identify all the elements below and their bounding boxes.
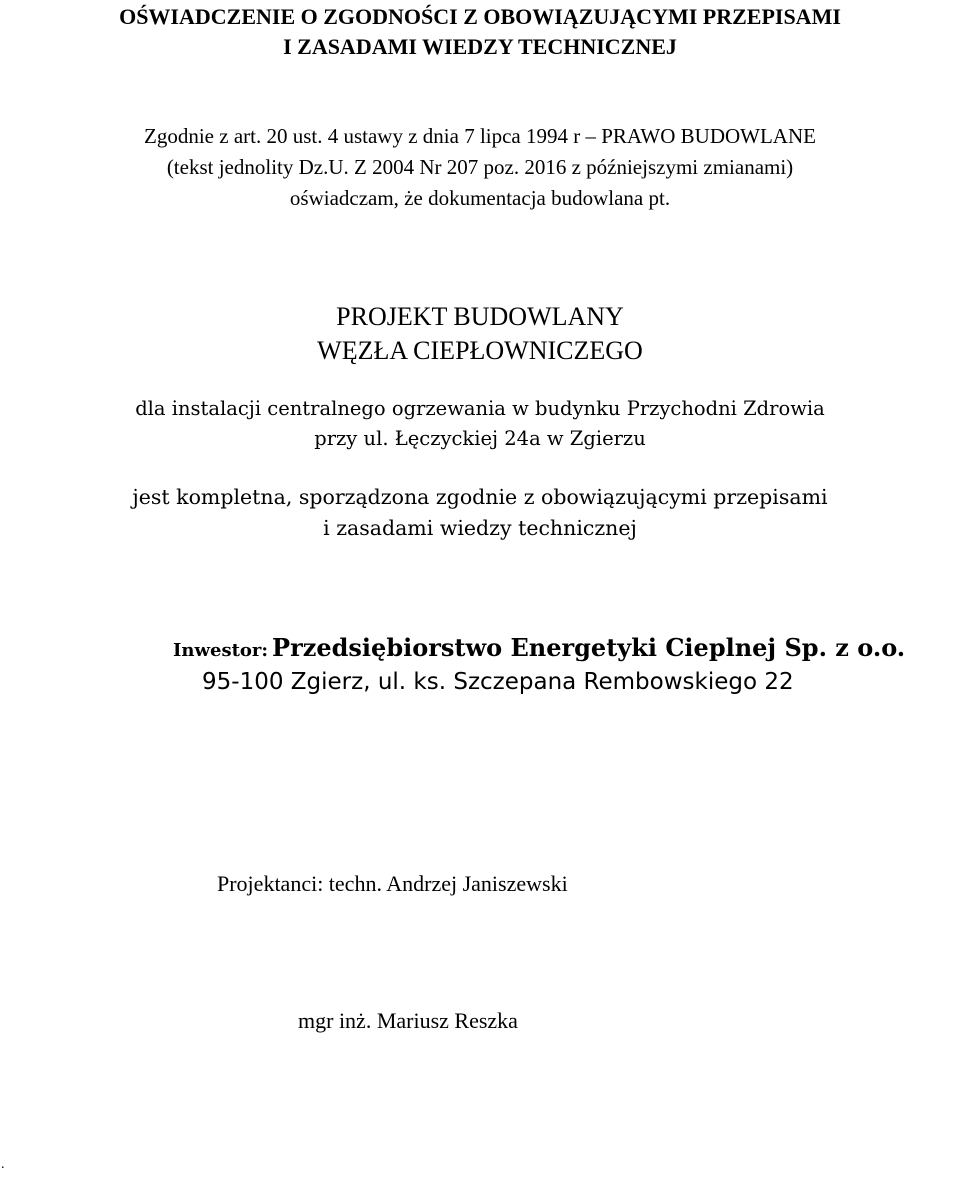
project-description-line-1: dla instalacji centralnego ogrzewania w budynku Przychodni Zdrowia — [135, 397, 825, 420]
designer-line-2: mgr inż. Mariusz Reszka — [298, 1008, 518, 1033]
project-title-line-1: PROJEKT BUDOWLANY — [336, 302, 624, 331]
project-description-line-2: przy ul. Łęczyckiej 24a w Zgierzu — [314, 427, 646, 450]
legal-basis-line-2: (tekst jednolity Dz.U. Z 2004 Nr 207 poz. 2016 z późniejszymi zmianami) — [166, 155, 794, 179]
document-title-line-2: I ZASADAMI WIEDZY TECHNICZNEJ — [283, 34, 677, 59]
investor-name: Przedsiębiorstwo Energetyki Cieplnej Sp. z o.o. — [272, 633, 906, 662]
document-title-line-1: OŚWIADCZENIE O ZGODNOŚCI Z OBOWIĄZUJĄCYMI PRZEPISAMI — [119, 4, 841, 29]
legal-basis-line-1: Zgodnie z art. 20 ust. 4 ustawy z dnia 7 lipca 1994 r – PRAWO BUDOWLANE — [144, 124, 816, 148]
declaration-line: oświadczam, że dokumentacja budowlana pt. — [289, 186, 671, 210]
investor-address: 95-100 Zgierz, ul. ks. Szczepana Rembowskiego 22 — [202, 669, 794, 695]
investor-line — [173, 633, 906, 662]
project-title-line-2: WĘZŁA CIEPŁOWNICZEGO — [317, 336, 643, 365]
statement-line-2: i zasadami wiedzy technicznej — [323, 516, 637, 540]
investor-label: Inwestor: — [173, 640, 269, 661]
designer-line-1: Projektanci: techn. Andrzej Janiszewski — [217, 871, 568, 896]
page-mark: . — [1, 1157, 5, 1172]
statement-line-1: jest kompletna, sporządzona zgodnie z obowiązującymi przepisami — [132, 485, 828, 509]
